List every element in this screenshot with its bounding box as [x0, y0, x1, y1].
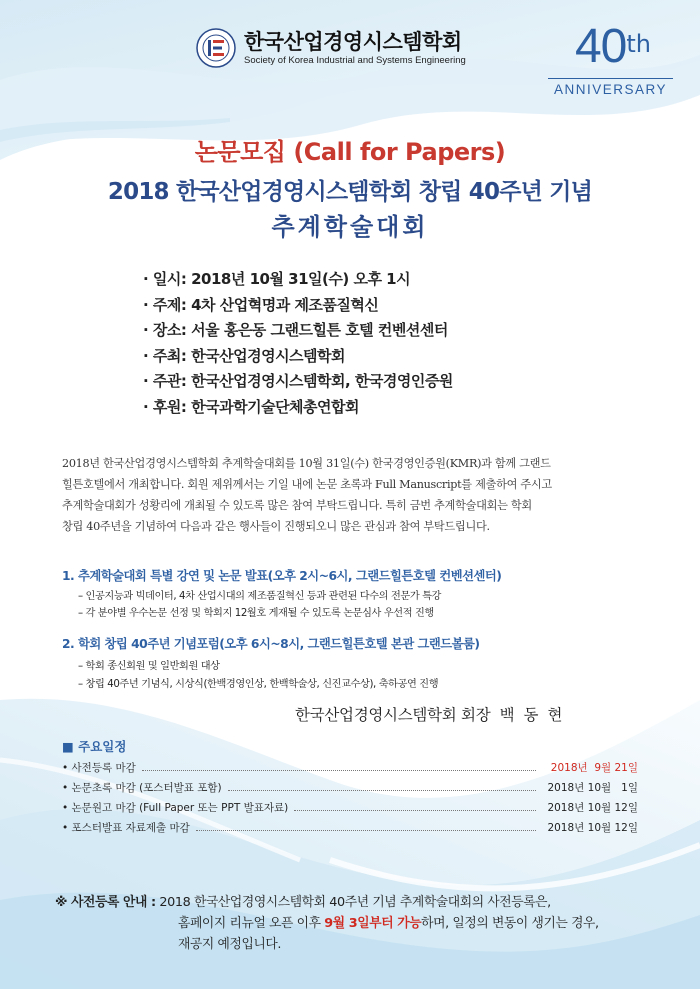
event-2-item: – 창립 40주년 기념식, 시상식(한백경영인상, 한백학술상, 신진교수상), 축하공연 진행 [78, 679, 439, 690]
info-organizer: · 주관: 한국산업경영시스템학회, 한국경영인증원 [143, 369, 623, 395]
schedule-list [62, 757, 638, 837]
schedule-row [62, 797, 638, 817]
schedule-label: • 사전등록 마감 [62, 761, 136, 774]
leader-dots [228, 790, 536, 791]
society-logo [196, 28, 466, 68]
call-for-papers-title: 논문모집 (Call for Papers) [194, 138, 506, 166]
notice-line-3: 재공지 예정입니다. [178, 937, 282, 952]
schedule-row [62, 757, 638, 777]
conference-title-line1: 2018 한국산업경영시스템학회 창립 40주년 기념 [107, 179, 593, 205]
schedule-date: 2018년 10월 12일 [547, 801, 638, 814]
anniversary-mark [548, 22, 678, 72]
notice-line-2 [55, 913, 655, 934]
anniversary-label: ANNIVERSARY [553, 82, 668, 97]
society-name-ko: 한국산업경영시스템학회 [244, 29, 462, 54]
event-1-title: 1. 추계학술대회 특별 강연 및 논문 발표(오후 2시~6시, 그랜드힐튼호텔 컨벤션센터) [62, 569, 502, 583]
anniversary-suffix: th [626, 30, 651, 58]
info-sponsor: · 후원: 한국과학기술단체총연합회 [143, 395, 623, 421]
registration-notice [55, 892, 655, 955]
notice-line-1 [55, 892, 655, 913]
notice-text: 하며, 일정의 변동이 생기는 경우, [421, 916, 599, 931]
intro-line: 창립 40주년을 기념하여 다음과 같은 행사들이 진행되오니 많은 관심과 참여 부탁드립니다. [62, 520, 490, 533]
event-info-list [143, 267, 623, 420]
intro-paragraph [62, 453, 640, 537]
schedule-date: 2018년 10월 12일 [547, 821, 638, 834]
leader-dots [196, 830, 536, 831]
society-emblem-icon [196, 28, 236, 68]
info-theme: · 주제: 4차 산업혁명과 제조품질혁신 [143, 293, 623, 319]
schedule-label: • 논문초록 마감 (포스터발표 포함) [62, 781, 222, 794]
anniversary-divider [548, 78, 673, 79]
event-1-item: – 인공지능과 빅데이터, 4차 산업시대의 제조품질혁신 등과 관련된 다수의 전문가 특강 [78, 591, 441, 602]
intro-line: 힐튼호텔에서 개최합니다. 회원 제위께서는 기일 내에 논문 초록과 Full Manuscript를 제출하여 주시고 [62, 478, 552, 491]
info-date: · 일시: 2018년 10월 31일(수) 오후 1시 [143, 267, 623, 293]
event-2-item: – 학회 종신회원 및 일반회원 대상 [78, 661, 220, 672]
schedule-label: • 논문원고 마감 (Full Paper 또는 PPT 발표자료) [62, 801, 289, 814]
president-signature: 한국산업경영시스템학회 회장 백 동 현 [295, 706, 563, 724]
info-venue: · 장소: 서울 홍은동 그랜드힐튼 호텔 컨벤션센터 [143, 318, 623, 344]
schedule-row [62, 817, 638, 837]
intro-line: 2018년 한국산업경영시스템학회 추계학술대회를 10월 31일(수) 한국경영인증원(KMR)과 함께 그랜드 [62, 457, 551, 470]
notice-text: 홈페이지 리뉴얼 오픈 이후 [178, 916, 325, 931]
schedule-date: 2018년 9월 21일 [550, 761, 638, 774]
schedule-date: 2018년 10월 1일 [547, 781, 638, 794]
schedule-row [62, 777, 638, 797]
event-2-title: 2. 학회 창립 40주년 기념포럼(오후 6시~8시, 그랜드힐튼호텔 본관 그랜드볼룸) [62, 637, 480, 651]
schedule-heading: ■ 주요일정 [62, 739, 127, 754]
conference-title-line2: 추계학술대회 [271, 213, 429, 241]
leader-dots [294, 810, 536, 811]
notice-label: ※ 사전등록 안내 : [55, 895, 156, 910]
schedule-label: • 포스터발표 자료제출 마감 [62, 821, 190, 834]
leader-dots [142, 770, 536, 771]
event-1-item: – 각 분야별 우수논문 선정 및 학회지 12월호 게재될 수 있도록 논문심사 우선적 진행 [78, 608, 434, 619]
notice-highlight: 9월 3일부터 가능 [324, 916, 422, 931]
intro-line: 추계학술대회가 성황리에 개최될 수 있도록 많은 참여 부탁드립니다. 특히 금번 추계학술대회는 학회 [62, 499, 532, 512]
anniversary-number: 40 [574, 20, 627, 73]
info-host: · 주최: 한국산업경영시스템학회 [143, 344, 623, 370]
society-name-en: Society of Korea Industrial and Systems Engineering [244, 54, 466, 66]
notice-text: 2018 한국산업경영시스템학회 40주년 기념 추계학술대회의 사전등록은, [155, 895, 551, 910]
